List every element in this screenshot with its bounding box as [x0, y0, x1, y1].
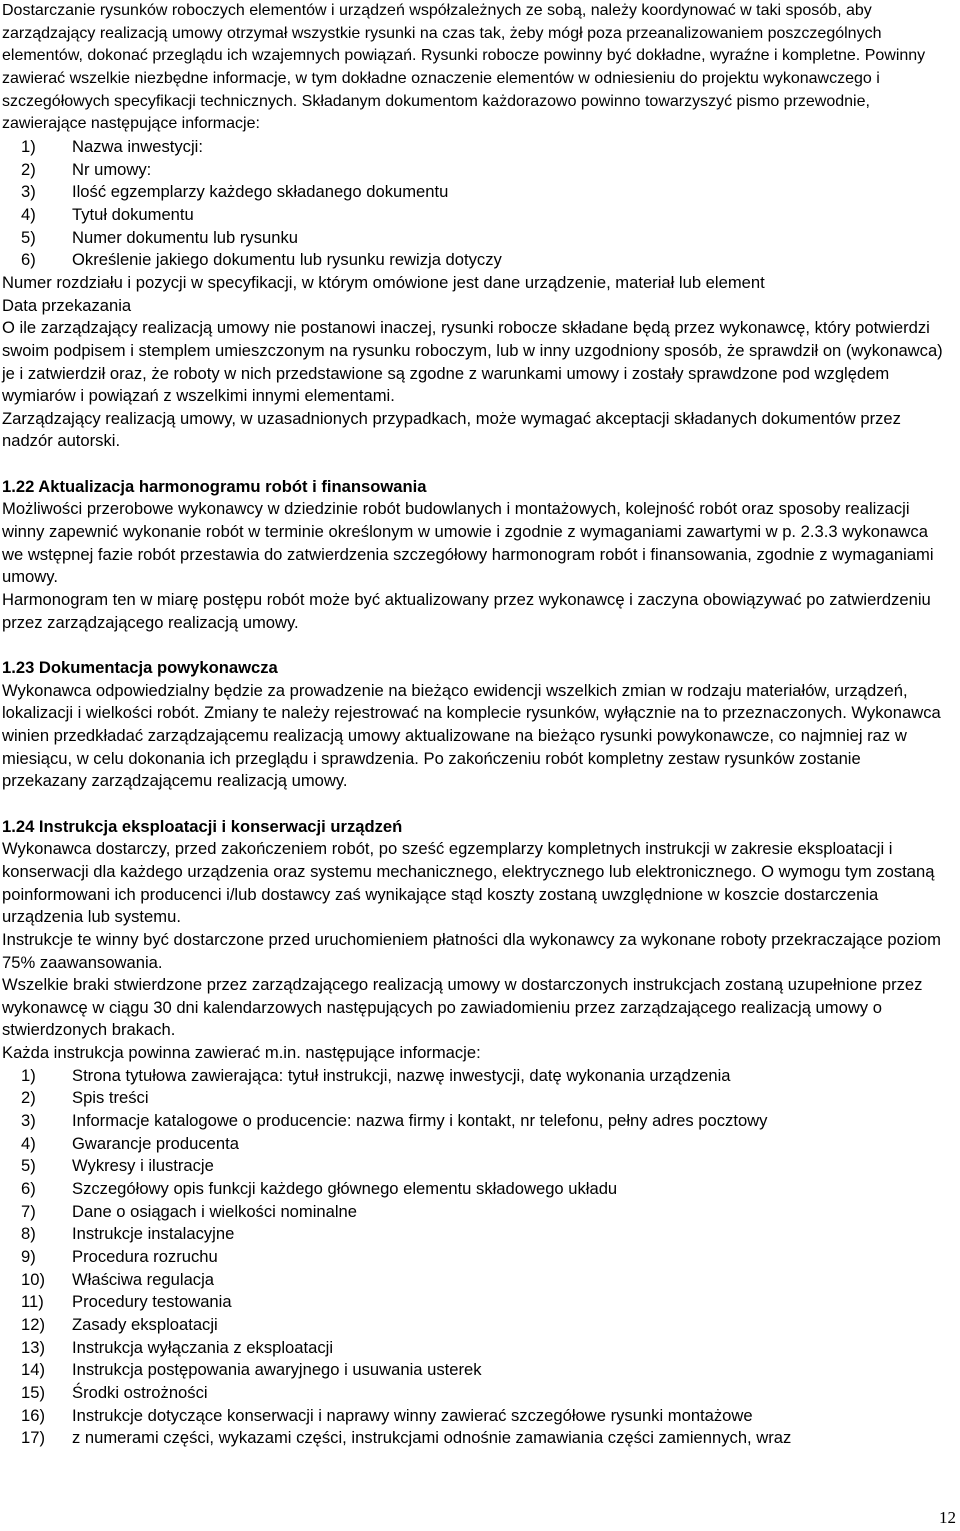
list-item-number: 16)	[21, 1405, 45, 1425]
section-reference-paragraph: Numer rozdziału i pozycji w specyfikacji, w którym omówione jest dane urządzenie, materiał lub element	[2, 272, 765, 292]
section-heading-1-24	[2, 816, 950, 839]
list-item	[21, 1359, 950, 1382]
section-title: Instrukcja eksploatacji i konserwacji urządzeń	[38, 816, 403, 836]
section-heading-1-23	[2, 657, 950, 680]
manuals-deficiencies-paragraph: Wszelkie braki stwierdzone przez zarządzającego realizacją umowy w dostarczonych instrukcjach zostaną uzupełnione przez wykonawcę w ciągu 30 dni kalendarzowych następujących po zawiadomieniu przez zarządzającego realizacją umowy o stwierdzonych brakach.	[2, 975, 923, 1040]
intro-paragraph: Dostarczanie rysunków roboczych elementów i urządzeń współzależnych ze sobą, należy koordynować w taki sposób, aby zarządzający realizacją umowy otrzymał wszystkie rysunki na czas tak, żeby mógł poza przeanalizowaniem poszczególnych elementów, dokonać przeglądu ich wzajemnych powiązań. Rysunki robocze powinny być dokładne, wyraźne i kompletne. Powinny zawierać wszelkie niezbędne informacje, w tym dokładne oznaczenie elementów w odniesieniu do projektu wykonawczego i szczegółowych specyfikacji technicznych. Składanym dokumentom każdorazowo powinno towarzyszyć pismo przewodnie, zawierające następujące informacje:	[2, 2, 926, 133]
list-item-text: Numer dokumentu lub rysunku	[72, 227, 298, 247]
list-item	[21, 1223, 950, 1246]
list-item	[21, 1087, 950, 1110]
list-item-number: 2)	[21, 1088, 36, 1108]
list-item	[21, 1382, 950, 1405]
list-item-number: 3)	[21, 182, 36, 202]
list-item-text: Ilość egzemplarzy każdego składanego dokumentu	[72, 182, 449, 202]
section-gap	[2, 634, 950, 657]
list-item	[21, 204, 950, 227]
list-item-text: Środki ostrożności	[72, 1382, 208, 1402]
section-gap	[2, 793, 950, 816]
list-item-text: Gwarancje producenta	[72, 1133, 239, 1153]
list-item	[21, 1065, 950, 1088]
list-item-number: 17)	[21, 1428, 45, 1448]
list-item	[21, 249, 950, 272]
list-item-text: Dane o osiągach i wielkości nominalne	[72, 1201, 358, 1221]
list-item-text: Informacje katalogowe o producencie: nazwa firmy i kontakt, nr telefonu, pełny adres pocztowy	[72, 1111, 768, 1131]
list-item-number: 6)	[21, 250, 36, 270]
list-item-text: Nazwa inwestycji:	[72, 136, 203, 156]
list-item-text: Określenie jakiego dokumentu lub rysunku rewizja dotyczy	[72, 250, 502, 270]
section-number: 1.23	[2, 658, 35, 677]
list-item-text: Zasady eksploatacji	[72, 1315, 218, 1335]
list-item-number: 2)	[21, 159, 36, 179]
list-item-number: 15)	[21, 1382, 45, 1402]
list-item	[21, 1133, 950, 1156]
section-gap	[2, 453, 950, 476]
cover-letter-list	[2, 136, 950, 272]
list-item-number: 3)	[21, 1111, 36, 1131]
list-item-number: 12)	[21, 1315, 45, 1335]
list-item-text: Szczegółowy opis funkcji każdego głównego elementu składowego układu	[72, 1179, 618, 1199]
list-item	[21, 159, 950, 182]
list-item-text: Nr umowy:	[72, 159, 152, 179]
list-item	[21, 1427, 950, 1450]
list-item-number: 8)	[21, 1224, 36, 1244]
list-item-number: 11)	[21, 1292, 44, 1312]
list-item-text: Procedury testowania	[72, 1292, 232, 1312]
list-item	[21, 1291, 950, 1314]
list-item	[21, 1201, 950, 1224]
list-item-text: Spis treści	[72, 1088, 149, 1108]
list-item-text: Strona tytułowa zawierająca: tytuł instrukcji, nazwę inwestycji, datę wykonania urządzenia	[72, 1065, 731, 1085]
list-item	[21, 1110, 950, 1133]
list-item-text: Wykresy i ilustracje	[72, 1156, 214, 1176]
list-item	[21, 227, 950, 250]
as-built-paragraph: Wykonawca odpowiedzialny będzie za prowadzenie na bieżąco ewidencji wszelkich zmian w rodzaju materiałów, urządzeń, lokalizacji i wielkości robót. Zmiany te należy rejestrować na komplecie rysunków, wyłącznie na to przeznaczonych. Wykonawca winien przedkładać zarządzającemu realizacją umowy aktualizowane na bieżąco rysunki powykonawcze, co najmniej raz w miesiącu, w celu dokonania ich przeglądu i sprawdzenia. Po zakończeniu robót kompletny zestaw rysunków zostanie przekazany zarządzającemu realizacją umowy.	[2, 680, 941, 791]
manuals-paragraph: Wykonawca dostarczy, przed zakończeniem robót, po sześć egzemplarzy kompletnych instrukcji w zakresie eksploatacji i konserwacji dla każdego urządzenia oraz systemu mechanicznego, elektrycznego lub elektronicznego. O wymogu tym zostaną poinformowani ich producenci i/lub dostawcy zaś wynikające stąd koszty zostaną uwzględnione w koszcie dostarczenia urządzenia lub systemu.	[2, 839, 935, 927]
list-item-number: 9)	[21, 1247, 36, 1267]
approval-paragraph: O ile zarządzający realizacją umowy nie postanowi inaczej, rysunki robocze składane będą przez wykonawcę, który potwierdzi swoim podpisem i stemplem umieszczonym na rysunku roboczym, lub w inny uzgodniony sposób, że sprawdził on (wykonawca) je i zatwierdził oraz, że roboty w nich przedstawione są zgodne z warunkami umowy i zostały sprawdzone pod względem wymiarów i powiązań z wszelkimi innymi elementami.	[2, 318, 943, 406]
manuals-payment-paragraph: Instrukcje te winny być dostarczone przed uruchomieniem płatności dla wykonawcy za wykonane roboty przekraczające poziom 75% zaawansowania.	[2, 929, 941, 972]
list-item	[21, 1178, 950, 1201]
list-item-number: 4)	[21, 204, 36, 224]
section-title: Dokumentacja powykonawcza	[38, 658, 278, 677]
list-item	[21, 1155, 950, 1178]
list-item-number: 7)	[21, 1201, 36, 1221]
schedule-paragraph: Możliwości przerobowe wykonawcy w dziedzinie robót budowlanych i montażowych, kolejność robót oraz sposoby realizacji winny zapewnić wykonanie robót w terminie określonym w umowie i zgodnie z wymaganiami zawartymi w p. 2.3.3 wykonawca we wstępnej fazie robót przestawia do zatwierdzenia szczegółowy harmonogram robót i finansowania, zgodnie z wymaganiami umowy.	[2, 499, 934, 587]
manual-contents-list	[2, 1065, 950, 1450]
list-item	[21, 1246, 950, 1269]
list-item-number: 13)	[21, 1337, 45, 1357]
list-item-number: 10)	[21, 1269, 45, 1289]
document-body	[2, 0, 950, 1450]
list-item-text: Instrukcja postępowania awaryjnego i usuwania usterek	[72, 1360, 482, 1380]
list-item	[21, 181, 950, 204]
list-item	[21, 136, 950, 159]
list-item-number: 14)	[21, 1360, 45, 1380]
list-item-number: 1)	[21, 136, 36, 156]
section-number: 1.24	[2, 816, 35, 836]
author-supervision-paragraph: Zarządzający realizacją umowy, w uzasadnionych przypadkach, może wymagać akceptacji składanych dokumentów przez nadzór autorski.	[2, 408, 901, 451]
list-item-text: Instrukcje instalacyjne	[72, 1224, 235, 1244]
section-heading-1-22	[2, 476, 950, 499]
list-item-text: z numerami części, wykazami części, instrukcjami odnośnie zamawiania części zamiennych, wraz	[72, 1428, 792, 1448]
list-item-number: 6)	[21, 1179, 36, 1199]
list-item	[21, 1269, 950, 1292]
list-item-text: Instrukcja wyłączania z eksploatacji	[72, 1337, 334, 1357]
list-item-text: Instrukcje dotyczące konserwacji i naprawy winny zawierać szczegółowe rysunki montażowe	[72, 1405, 753, 1425]
list-item	[21, 1337, 950, 1360]
list-item-text: Właściwa regulacja	[72, 1269, 215, 1289]
list-item-text: Tytuł dokumentu	[72, 204, 194, 224]
schedule-update-paragraph: Harmonogram ten w miarę postępu robót może być aktualizowany przez wykonawcę i zaczyna obowiązywać po zatwierdzeniu przez zarządzającego realizacją umowy.	[2, 590, 931, 632]
section-number: 1.22	[2, 476, 35, 496]
page-number: 12	[939, 1508, 956, 1527]
list-item-number: 5)	[21, 227, 36, 247]
list-item-number: 1)	[21, 1065, 36, 1085]
handover-date-paragraph: Data przekazania	[2, 295, 132, 315]
manuals-contents-intro: Każda instrukcja powinna zawierać m.in. następujące informacje:	[2, 1043, 481, 1063]
section-title: Aktualizacja harmonogramu robót i finansowania	[38, 476, 427, 496]
list-item	[21, 1405, 950, 1428]
list-item	[21, 1314, 950, 1337]
list-item-text: Procedura rozruchu	[72, 1247, 218, 1267]
list-item-number: 5)	[21, 1156, 36, 1176]
list-item-number: 4)	[21, 1133, 36, 1153]
